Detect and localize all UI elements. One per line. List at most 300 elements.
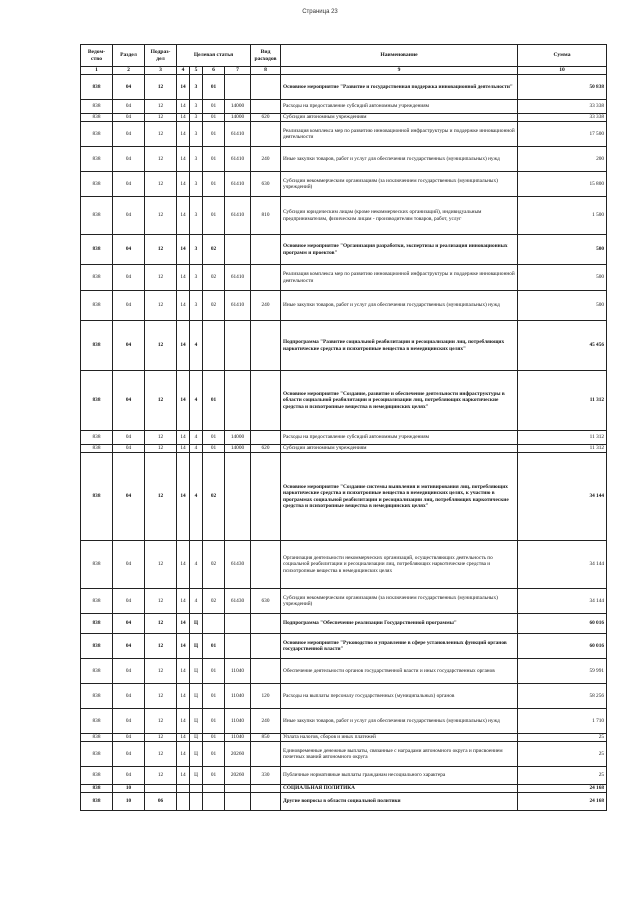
cell-name: Расходы на предоставление субсидий автономным учреждениям <box>281 431 518 445</box>
cell-ved: 838 <box>81 767 113 785</box>
cell-event: 01 <box>203 431 225 445</box>
table-row <box>81 709 607 734</box>
cell-subprog: Ц <box>190 767 203 785</box>
cell-prog: 14 <box>177 659 190 684</box>
cell-subprog: 3 <box>190 122 203 147</box>
cell-prog: 14 <box>177 453 190 541</box>
cell-sum: 33 338 <box>518 114 607 122</box>
cell-sum: 25 <box>518 742 607 767</box>
cell-vid-raskhodov: 630 <box>251 172 281 197</box>
cell-direction <box>225 235 251 265</box>
cell-vid-raskhodov <box>251 371 281 431</box>
cell-event <box>203 614 225 634</box>
cell-ved: 838 <box>81 147 113 172</box>
col-num: 7 <box>225 67 251 75</box>
cell-vid-raskhodov: 330 <box>251 767 281 785</box>
cell-ved: 838 <box>81 734 113 742</box>
cell-event: 01 <box>203 114 225 122</box>
cell-direction <box>225 793 251 811</box>
cell-sum: 1 500 <box>518 197 607 235</box>
cell-direction <box>225 75 251 100</box>
cell-prog: 14 <box>177 265 190 291</box>
cell-subprog: 3 <box>190 265 203 291</box>
col-num: 6 <box>203 67 225 75</box>
cell-ved: 838 <box>81 75 113 100</box>
cell-subprog: 3 <box>190 147 203 172</box>
cell-ved: 838 <box>81 114 113 122</box>
cell-ved: 838 <box>81 265 113 291</box>
cell-podrazdel: 06 <box>145 793 177 811</box>
cell-subprog: 4 <box>190 321 203 371</box>
cell-podrazdel: 12 <box>145 742 177 767</box>
table-row <box>81 684 607 709</box>
cell-name: Единовременные денежные выплаты, связанные с наградами автономного округа и присвоением почетных званий автономного округа <box>281 742 518 767</box>
cell-prog: 14 <box>177 734 190 742</box>
cell-razdel: 10 <box>113 785 145 793</box>
cell-razdel: 04 <box>113 371 145 431</box>
cell-ved: 838 <box>81 453 113 541</box>
cell-prog <box>177 785 190 793</box>
cell-direction: 61410 <box>225 291 251 321</box>
cell-vid-raskhodov <box>251 75 281 100</box>
cell-vid-raskhodov <box>251 785 281 793</box>
cell-event: 01 <box>203 172 225 197</box>
cell-ved: 838 <box>81 659 113 684</box>
cell-name: Организация деятельности некоммерческих организаций, осуществляющих деятельность по социальной реабилитации и ресоциализации лиц, потребляющих наркотические средства и психотропные вещества в немедицинских целях <box>281 541 518 589</box>
cell-direction: 14000 <box>225 445 251 453</box>
cell-name: Другие вопросы в области социальной политики <box>281 793 518 811</box>
cell-subprog: Ц <box>190 634 203 659</box>
cell-podrazdel <box>145 785 177 793</box>
cell-subprog: 3 <box>190 114 203 122</box>
cell-event: 01 <box>203 122 225 147</box>
column-number-row <box>81 67 607 75</box>
cell-prog: 14 <box>177 445 190 453</box>
cell-podrazdel: 12 <box>145 100 177 114</box>
table-body <box>81 75 607 811</box>
cell-event: 01 <box>203 659 225 684</box>
cell-sum: 200 <box>518 147 607 172</box>
cell-name: Субсидии юридическим лицам (кроме некоммерческих организаций), индивидуальным предпринимателям, физическим лицам - производителям товаров, работ, услуг <box>281 197 518 235</box>
cell-event: 01 <box>203 767 225 785</box>
table-row <box>81 659 607 684</box>
table-row <box>81 541 607 589</box>
cell-event: 02 <box>203 291 225 321</box>
cell-name: Основное мероприятие "Руководство и управление в сфере установленных функций органов государственной власти" <box>281 634 518 659</box>
cell-vid-raskhodov <box>251 453 281 541</box>
table-row <box>81 734 607 742</box>
cell-prog: 14 <box>177 742 190 767</box>
cell-podrazdel: 12 <box>145 197 177 235</box>
cell-name: Уплата налогов, сборов и иных платежей <box>281 734 518 742</box>
cell-subprog: 3 <box>190 197 203 235</box>
cell-direction: 20260 <box>225 742 251 767</box>
cell-prog: 14 <box>177 197 190 235</box>
cell-subprog: 4 <box>190 589 203 614</box>
cell-subprog: Ц <box>190 742 203 767</box>
col-num: 8 <box>251 67 281 75</box>
cell-event: 01 <box>203 371 225 431</box>
cell-prog: 14 <box>177 541 190 589</box>
cell-prog: 14 <box>177 321 190 371</box>
table-row <box>81 147 607 172</box>
cell-podrazdel: 12 <box>145 541 177 589</box>
cell-event: 01 <box>203 742 225 767</box>
cell-vid-raskhodov <box>251 321 281 371</box>
header-name: Наименование <box>281 45 518 67</box>
cell-vid-raskhodov <box>251 742 281 767</box>
cell-vid-raskhodov: 240 <box>251 147 281 172</box>
cell-vid-raskhodov: 620 <box>251 445 281 453</box>
cell-podrazdel: 12 <box>145 684 177 709</box>
cell-direction: 11040 <box>225 709 251 734</box>
cell-subprog: 3 <box>190 235 203 265</box>
cell-razdel: 04 <box>113 172 145 197</box>
cell-sum: 500 <box>518 291 607 321</box>
cell-razdel: 04 <box>113 75 145 100</box>
col-num: 3 <box>145 67 177 75</box>
cell-razdel: 04 <box>113 321 145 371</box>
cell-prog: 14 <box>177 100 190 114</box>
cell-podrazdel: 12 <box>145 265 177 291</box>
cell-subprog: 4 <box>190 453 203 541</box>
budget-table <box>80 44 607 811</box>
cell-razdel: 04 <box>113 291 145 321</box>
cell-name: Основное мероприятие "Создание, развитие и обеспечение деятельности инфраструктуры в области социальной реабилитации и ресоциализации лиц, потребляющих наркотические средства и психотропные вещества в немедицинских целях" <box>281 371 518 431</box>
cell-ved: 838 <box>81 614 113 634</box>
cell-podrazdel: 12 <box>145 291 177 321</box>
cell-podrazdel: 12 <box>145 589 177 614</box>
cell-subprog: Ц <box>190 614 203 634</box>
table-row <box>81 589 607 614</box>
cell-razdel: 04 <box>113 767 145 785</box>
cell-razdel: 04 <box>113 147 145 172</box>
cell-podrazdel: 12 <box>145 767 177 785</box>
cell-sum: 11 312 <box>518 371 607 431</box>
table-row <box>81 453 607 541</box>
cell-podrazdel: 12 <box>145 445 177 453</box>
cell-subprog: Ц <box>190 659 203 684</box>
table-row <box>81 445 607 453</box>
cell-subprog: 3 <box>190 75 203 100</box>
cell-ved: 838 <box>81 321 113 371</box>
cell-podrazdel: 12 <box>145 321 177 371</box>
cell-name: Субсидии некоммерческим организациям (за исключением государственных (муниципальных) учреждений) <box>281 172 518 197</box>
table-header-row <box>81 45 607 67</box>
cell-direction: 61410 <box>225 122 251 147</box>
cell-vid-raskhodov <box>251 659 281 684</box>
cell-vid-raskhodov: 620 <box>251 114 281 122</box>
cell-vid-raskhodov <box>251 431 281 445</box>
cell-sum: 11 312 <box>518 431 607 445</box>
cell-podrazdel: 12 <box>145 734 177 742</box>
cell-event: 01 <box>203 75 225 100</box>
cell-vid-raskhodov: 120 <box>251 684 281 709</box>
cell-prog: 14 <box>177 431 190 445</box>
cell-ved: 838 <box>81 785 113 793</box>
cell-prog: 14 <box>177 147 190 172</box>
cell-vid-raskhodov <box>251 235 281 265</box>
cell-event: 02 <box>203 541 225 589</box>
cell-vid-raskhodov <box>251 614 281 634</box>
cell-vid-raskhodov: 850 <box>251 734 281 742</box>
cell-name: Основное мероприятие "Развитие и государственная поддержка инновационной деятельности" <box>281 75 518 100</box>
cell-sum: 17 500 <box>518 122 607 147</box>
cell-name: Иные закупки товаров, работ и услуг для обеспечения государственных (муниципальных) нужд <box>281 147 518 172</box>
cell-sum: 45 456 <box>518 321 607 371</box>
cell-podrazdel: 12 <box>145 659 177 684</box>
cell-direction: 11040 <box>225 659 251 684</box>
cell-vid-raskhodov <box>251 265 281 291</box>
table-row <box>81 614 607 634</box>
cell-name: Субсидии автономным учреждениям <box>281 114 518 122</box>
cell-direction: 61410 <box>225 265 251 291</box>
cell-razdel: 04 <box>113 100 145 114</box>
cell-podrazdel: 12 <box>145 709 177 734</box>
header-target-article: Целевая статья <box>177 45 251 67</box>
cell-sum: 24 168 <box>518 793 607 811</box>
cell-razdel: 04 <box>113 265 145 291</box>
cell-razdel: 04 <box>113 659 145 684</box>
cell-direction: 61410 <box>225 147 251 172</box>
col-num: 10 <box>518 67 607 75</box>
cell-event: 01 <box>203 445 225 453</box>
header-sum: Сумма <box>518 45 607 67</box>
cell-name: Расходы на предоставление субсидий автономным учреждениям <box>281 100 518 114</box>
cell-subprog <box>190 793 203 811</box>
cell-sum: 58 256 <box>518 684 607 709</box>
cell-prog: 14 <box>177 235 190 265</box>
cell-vid-raskhodov <box>251 122 281 147</box>
cell-prog: 14 <box>177 589 190 614</box>
cell-direction <box>225 614 251 634</box>
cell-prog: 14 <box>177 75 190 100</box>
cell-event <box>203 793 225 811</box>
cell-subprog: 4 <box>190 371 203 431</box>
cell-sum: 60 016 <box>518 634 607 659</box>
cell-subprog: Ц <box>190 709 203 734</box>
cell-direction: 20260 <box>225 767 251 785</box>
cell-prog: 14 <box>177 122 190 147</box>
cell-direction: 61430 <box>225 589 251 614</box>
cell-sum: 15 800 <box>518 172 607 197</box>
cell-razdel: 04 <box>113 453 145 541</box>
cell-direction: 14000 <box>225 114 251 122</box>
cell-sum: 11 312 <box>518 445 607 453</box>
cell-event: 01 <box>203 684 225 709</box>
cell-subprog: 4 <box>190 445 203 453</box>
cell-name: Расходы на выплаты персоналу государственных (муниципальных) органов <box>281 684 518 709</box>
cell-direction: 14000 <box>225 100 251 114</box>
cell-event: 02 <box>203 265 225 291</box>
cell-direction <box>225 785 251 793</box>
cell-direction <box>225 371 251 431</box>
cell-sum: 25 <box>518 767 607 785</box>
cell-sum: 24 168 <box>518 785 607 793</box>
cell-direction: 61410 <box>225 172 251 197</box>
cell-direction: 61430 <box>225 541 251 589</box>
cell-ved: 838 <box>81 431 113 445</box>
cell-name: Подпрограмма "Обеспечение реализации Государственной программы" <box>281 614 518 634</box>
cell-vid-raskhodov <box>251 634 281 659</box>
cell-subprog: 3 <box>190 172 203 197</box>
cell-razdel: 04 <box>113 541 145 589</box>
cell-name: Основное мероприятие "Организация разработки, экспертизы и реализация инновационных программ и проектов" <box>281 235 518 265</box>
header-ved: Ведом- ство <box>81 45 113 67</box>
cell-subprog: 3 <box>190 100 203 114</box>
cell-event: 01 <box>203 197 225 235</box>
cell-podrazdel: 12 <box>145 75 177 100</box>
cell-sum: 60 016 <box>518 614 607 634</box>
cell-name: Субсидии некоммерческим организациям (за исключением государственных (муниципальных) учреждений) <box>281 589 518 614</box>
cell-sum: 34 144 <box>518 589 607 614</box>
cell-ved: 838 <box>81 100 113 114</box>
cell-name: СОЦИАЛЬНАЯ ПОЛИТИКА <box>281 785 518 793</box>
table-row <box>81 122 607 147</box>
cell-ved: 838 <box>81 634 113 659</box>
cell-subprog: 4 <box>190 431 203 445</box>
cell-sum: 34 144 <box>518 453 607 541</box>
cell-razdel: 04 <box>113 684 145 709</box>
cell-name: Реализация комплекса мер по развитию инновационной инфраструктуры и поддержке инновационной деятельности <box>281 265 518 291</box>
cell-prog: 14 <box>177 709 190 734</box>
cell-prog: 14 <box>177 114 190 122</box>
cell-prog: 14 <box>177 291 190 321</box>
cell-ved: 838 <box>81 541 113 589</box>
table-row <box>81 235 607 265</box>
cell-vid-raskhodov: 240 <box>251 291 281 321</box>
cell-sum: 25 <box>518 734 607 742</box>
cell-sum: 1 710 <box>518 709 607 734</box>
cell-name: Подпрограмма "Развитие социальной реабилитации и ресоциализации лиц, потребляющих наркотические средства и психотропные вещества в немедицинских целях" <box>281 321 518 371</box>
cell-sum: 500 <box>518 265 607 291</box>
cell-ved: 838 <box>81 445 113 453</box>
cell-razdel: 04 <box>113 445 145 453</box>
table-row <box>81 793 607 811</box>
cell-ved: 838 <box>81 709 113 734</box>
cell-podrazdel: 12 <box>145 122 177 147</box>
cell-direction: 11040 <box>225 734 251 742</box>
table-row <box>81 265 607 291</box>
cell-sum: 50 838 <box>518 75 607 100</box>
cell-subprog <box>190 785 203 793</box>
cell-podrazdel: 12 <box>145 114 177 122</box>
cell-direction: 11040 <box>225 684 251 709</box>
cell-vid-raskhodov: 810 <box>251 197 281 235</box>
header-podrazdel: Подраз- дел <box>145 45 177 67</box>
cell-event: 02 <box>203 453 225 541</box>
cell-razdel: 04 <box>113 197 145 235</box>
cell-direction <box>225 453 251 541</box>
cell-event <box>203 785 225 793</box>
cell-vid-raskhodov <box>251 793 281 811</box>
cell-event: 01 <box>203 634 225 659</box>
cell-subprog: Ц <box>190 734 203 742</box>
cell-event: 01 <box>203 734 225 742</box>
cell-vid-raskhodov: 240 <box>251 709 281 734</box>
cell-event: 01 <box>203 147 225 172</box>
cell-razdel: 04 <box>113 122 145 147</box>
col-num: 5 <box>190 67 203 75</box>
cell-event: 02 <box>203 589 225 614</box>
col-num: 2 <box>113 67 145 75</box>
cell-event: 02 <box>203 235 225 265</box>
table-row <box>81 114 607 122</box>
cell-podrazdel: 12 <box>145 371 177 431</box>
table-row <box>81 172 607 197</box>
table-row <box>81 197 607 235</box>
table-row <box>81 785 607 793</box>
cell-ved: 838 <box>81 793 113 811</box>
cell-razdel: 04 <box>113 589 145 614</box>
cell-razdel: 04 <box>113 634 145 659</box>
cell-razdel: 04 <box>113 709 145 734</box>
cell-podrazdel: 12 <box>145 614 177 634</box>
table-row <box>81 742 607 767</box>
cell-direction <box>225 321 251 371</box>
cell-ved: 838 <box>81 235 113 265</box>
cell-ved: 838 <box>81 371 113 431</box>
cell-vid-raskhodov: 630 <box>251 589 281 614</box>
col-num: 1 <box>81 67 113 75</box>
cell-subprog: 3 <box>190 291 203 321</box>
cell-ved: 838 <box>81 172 113 197</box>
table-row <box>81 75 607 100</box>
cell-ved: 838 <box>81 122 113 147</box>
cell-name: Субсидии автономным учреждениям <box>281 445 518 453</box>
page-number-label: Страница 23 <box>302 9 338 15</box>
cell-prog: 14 <box>177 371 190 431</box>
table-row <box>81 431 607 445</box>
cell-podrazdel: 12 <box>145 235 177 265</box>
table-row <box>81 634 607 659</box>
table-row <box>81 767 607 785</box>
cell-razdel: 04 <box>113 734 145 742</box>
cell-razdel: 04 <box>113 114 145 122</box>
cell-subprog: 4 <box>190 541 203 589</box>
cell-sum: 33 338 <box>518 100 607 114</box>
col-num: 4 <box>177 67 190 75</box>
cell-razdel: 04 <box>113 431 145 445</box>
cell-direction <box>225 634 251 659</box>
table-row <box>81 100 607 114</box>
cell-prog: 14 <box>177 634 190 659</box>
cell-sum: 59 991 <box>518 659 607 684</box>
cell-sum: 500 <box>518 235 607 265</box>
table-row <box>81 371 607 431</box>
cell-sum: 34 144 <box>518 541 607 589</box>
col-num: 9 <box>281 67 518 75</box>
cell-ved: 838 <box>81 197 113 235</box>
cell-subprog: Ц <box>190 684 203 709</box>
cell-event: 01 <box>203 100 225 114</box>
cell-prog: 14 <box>177 614 190 634</box>
cell-razdel: 04 <box>113 742 145 767</box>
cell-event <box>203 321 225 371</box>
cell-ved: 838 <box>81 684 113 709</box>
cell-name: Обеспечение деятельности органов государственной власти и иных государственных органов <box>281 659 518 684</box>
cell-prog: 14 <box>177 172 190 197</box>
cell-razdel: 04 <box>113 614 145 634</box>
cell-razdel: 10 <box>113 793 145 811</box>
header-razdel: Раздел <box>113 45 145 67</box>
cell-name: Реализация комплекса мер по развитию инновационной инфраструктуры и поддержке инновационной деятельности <box>281 122 518 147</box>
cell-podrazdel: 12 <box>145 634 177 659</box>
cell-direction: 14000 <box>225 431 251 445</box>
cell-vid-raskhodov <box>251 541 281 589</box>
header-vid-raskhodov: Вид расходов <box>251 45 281 67</box>
cell-ved: 838 <box>81 742 113 767</box>
